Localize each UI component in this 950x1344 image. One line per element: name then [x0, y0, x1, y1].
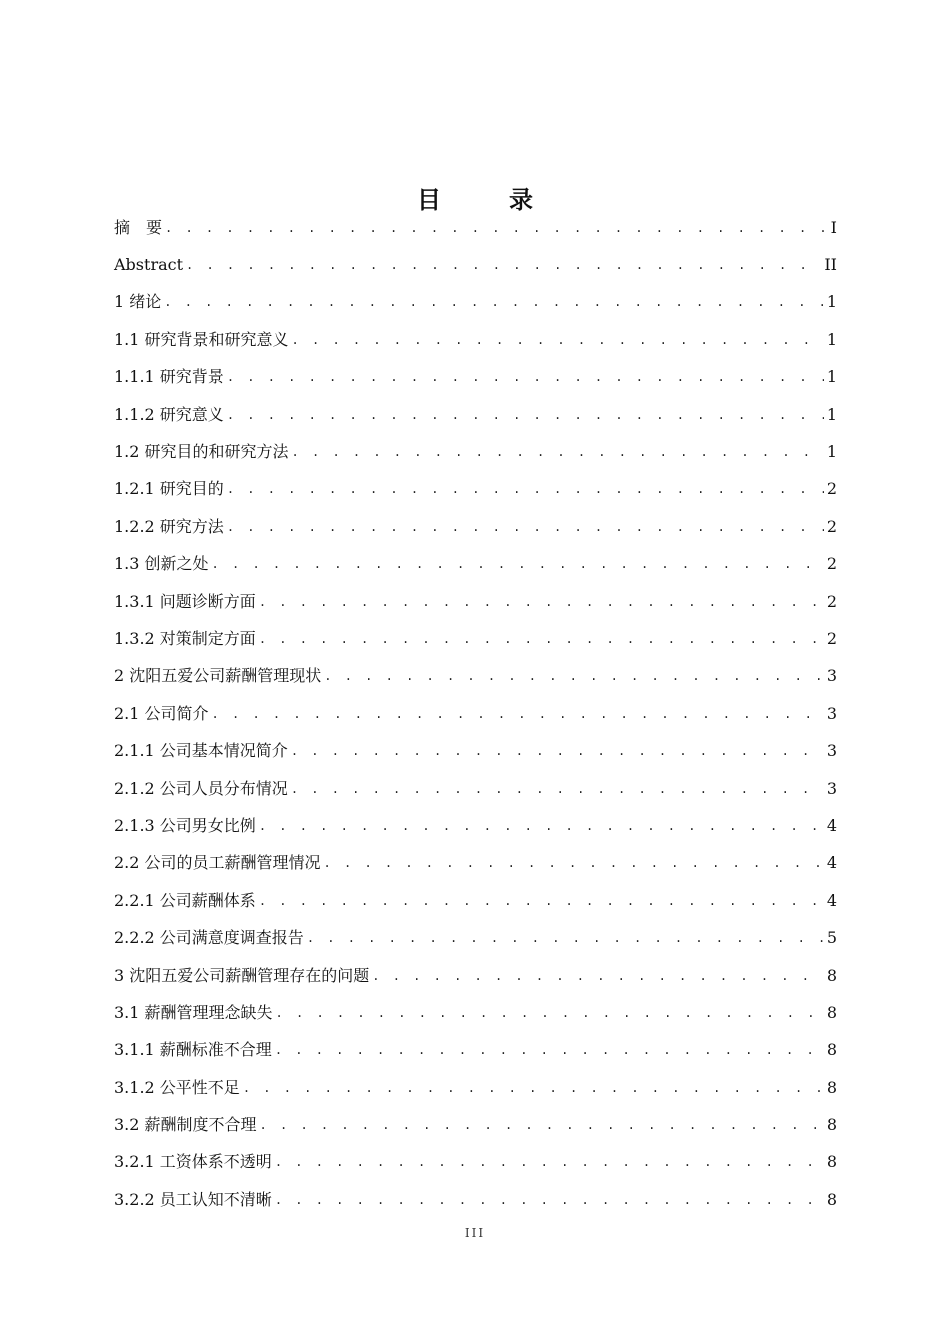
toc-entry-label: 2.1.1 公司基本情况简介: [114, 741, 288, 761]
toc-entry-label: 2.1 公司简介: [114, 703, 209, 723]
toc-dot-leader: [307, 928, 824, 948]
toc-entry-label: 3.2 薪酬制度不合理: [114, 1115, 257, 1135]
toc-entry-label: 3.1.2 公平性不足: [114, 1077, 240, 1097]
toc-entry-label: 3.2.2 员工认知不清晰: [114, 1189, 272, 1209]
toc-entry-page: 1: [826, 329, 837, 349]
toc-entry-page: 8: [826, 1115, 837, 1135]
toc-entry-label: 摘 要: [114, 217, 163, 237]
toc-entry[interactable]: [114, 583, 837, 620]
toc-entry[interactable]: [114, 1032, 837, 1069]
toc-entry-label: 3 沈阳五爱公司薪酬管理存在的问题: [114, 965, 370, 985]
toc-entry-label: 1.1.1 研究背景: [114, 367, 224, 387]
toc-entry-label: 2.1.3 公司男女比例: [114, 815, 256, 835]
table-of-contents: [114, 209, 837, 1219]
toc-entry-page: 1: [826, 442, 837, 462]
toc-entry[interactable]: [114, 882, 837, 919]
toc-entry-page: 8: [826, 1002, 837, 1022]
toc-entry-page: 2: [826, 516, 837, 536]
toc-dot-leader: [259, 629, 824, 649]
toc-dot-leader: [275, 1040, 824, 1060]
toc-dot-leader: [227, 405, 824, 425]
toc-entry[interactable]: [114, 471, 837, 508]
toc-entry[interactable]: [114, 732, 837, 769]
toc-entry-label: 1.2.2 研究方法: [114, 516, 224, 536]
toc-entry[interactable]: [114, 1144, 837, 1181]
toc-entry-label: 3.2.1 工资体系不透明: [114, 1152, 272, 1172]
page-title: 目 录: [417, 186, 555, 215]
toc-entry[interactable]: [114, 209, 837, 246]
toc-dot-leader: [324, 853, 824, 873]
toc-dot-leader: [227, 367, 824, 387]
toc-entry[interactable]: [114, 770, 837, 807]
toc-dot-leader: [292, 330, 824, 350]
toc-entry-page: 3: [826, 778, 837, 798]
toc-entry-label: 2.2.2 公司满意度调查报告: [114, 928, 304, 948]
toc-entry[interactable]: [114, 1106, 837, 1143]
toc-entry-label: 2.2.1 公司薪酬体系: [114, 890, 256, 910]
toc-entry[interactable]: [114, 508, 837, 545]
toc-entry-label: 1.3.1 问题诊断方面: [114, 591, 256, 611]
toc-dot-leader: [164, 292, 824, 312]
toc-entry-page: 8: [826, 965, 837, 985]
toc-dot-leader: [212, 554, 824, 574]
toc-entry-label: 1.3 创新之处: [114, 554, 209, 574]
toc-dot-leader: [227, 479, 824, 499]
toc-entry-label: 3.1 薪酬管理理念缺失: [114, 1002, 273, 1022]
toc-entry-label: 1.2.1 研究目的: [114, 479, 224, 499]
toc-entry[interactable]: [114, 845, 837, 882]
toc-entry-label: 2.2 公司的员工薪酬管理情况: [114, 853, 321, 873]
toc-entry-label: 1 绪论: [114, 292, 162, 312]
page-number: III: [464, 1226, 486, 1240]
toc-entry-label: 2 沈阳五爱公司薪酬管理现状: [114, 666, 322, 686]
toc-dot-leader: [291, 779, 824, 799]
toc-entry[interactable]: [114, 658, 837, 695]
toc-entry-page: 4: [826, 853, 837, 873]
toc-entry-page: 3: [826, 666, 837, 686]
toc-dot-leader: [324, 666, 824, 686]
toc-dot-leader: [165, 218, 826, 238]
toc-entry[interactable]: [114, 919, 837, 956]
toc-entry-page: 1: [826, 367, 837, 387]
toc-entry-label: 1.2 研究目的和研究方法: [114, 442, 289, 462]
toc-entry-page: 8: [826, 1152, 837, 1172]
toc-entry-page: 1: [826, 404, 837, 424]
toc-entry-page: 5: [826, 928, 837, 948]
toc-entry-label: Abstract: [114, 255, 184, 275]
toc-entry-page: 3: [826, 703, 837, 723]
toc-dot-leader: [372, 966, 824, 986]
toc-dot-leader: [260, 1115, 824, 1135]
toc-dot-leader: [186, 255, 821, 275]
toc-entry-page: 8: [826, 1077, 837, 1097]
toc-entry-page: 2: [826, 628, 837, 648]
toc-entry[interactable]: [114, 396, 837, 433]
toc-entry-page: 2: [826, 591, 837, 611]
toc-dot-leader: [291, 741, 824, 761]
toc-entry[interactable]: [114, 695, 837, 732]
toc-dot-leader: [275, 1152, 824, 1172]
toc-entry-page: 1: [826, 292, 837, 312]
toc-dot-leader: [243, 1078, 824, 1098]
toc-entry-page: I: [830, 217, 837, 237]
toc-entry-label: 1.1.2 研究意义: [114, 404, 224, 424]
toc-entry[interactable]: [114, 284, 837, 321]
toc-dot-leader: [212, 704, 824, 724]
toc-entry[interactable]: [114, 994, 837, 1031]
toc-entry-label: 1.3.2 对策制定方面: [114, 628, 256, 648]
toc-dot-leader: [292, 442, 824, 462]
toc-entry[interactable]: [114, 359, 837, 396]
toc-entry[interactable]: [114, 433, 837, 470]
toc-entry-page: 2: [826, 554, 837, 574]
toc-dot-leader: [275, 1190, 824, 1210]
toc-entry[interactable]: [114, 807, 837, 844]
toc-dot-leader: [276, 1003, 824, 1023]
toc-entry-page: 2: [826, 479, 837, 499]
toc-entry-page: 4: [826, 890, 837, 910]
toc-entry[interactable]: [114, 321, 837, 358]
toc-dot-leader: [259, 816, 824, 836]
toc-entry[interactable]: [114, 546, 837, 583]
toc-entry[interactable]: [114, 957, 837, 994]
toc-entry-page: 3: [826, 741, 837, 761]
toc-entry-label: 3.1.1 薪酬标准不合理: [114, 1040, 272, 1060]
toc-entry[interactable]: [114, 1069, 837, 1106]
toc-dot-leader: [227, 517, 824, 537]
toc-entry-label: 1.1 研究背景和研究意义: [114, 329, 289, 349]
toc-dot-leader: [259, 592, 824, 612]
toc-entry-page: 8: [826, 1040, 837, 1060]
toc-dot-leader: [259, 891, 824, 911]
toc-entry-label: 2.1.2 公司人员分布情况: [114, 778, 288, 798]
toc-entry-page: 8: [826, 1189, 837, 1209]
toc-entry[interactable]: [114, 246, 837, 283]
toc-entry-page: II: [824, 255, 837, 275]
toc-entry[interactable]: [114, 1181, 837, 1218]
toc-entry[interactable]: [114, 620, 837, 657]
toc-entry-page: 4: [826, 815, 837, 835]
